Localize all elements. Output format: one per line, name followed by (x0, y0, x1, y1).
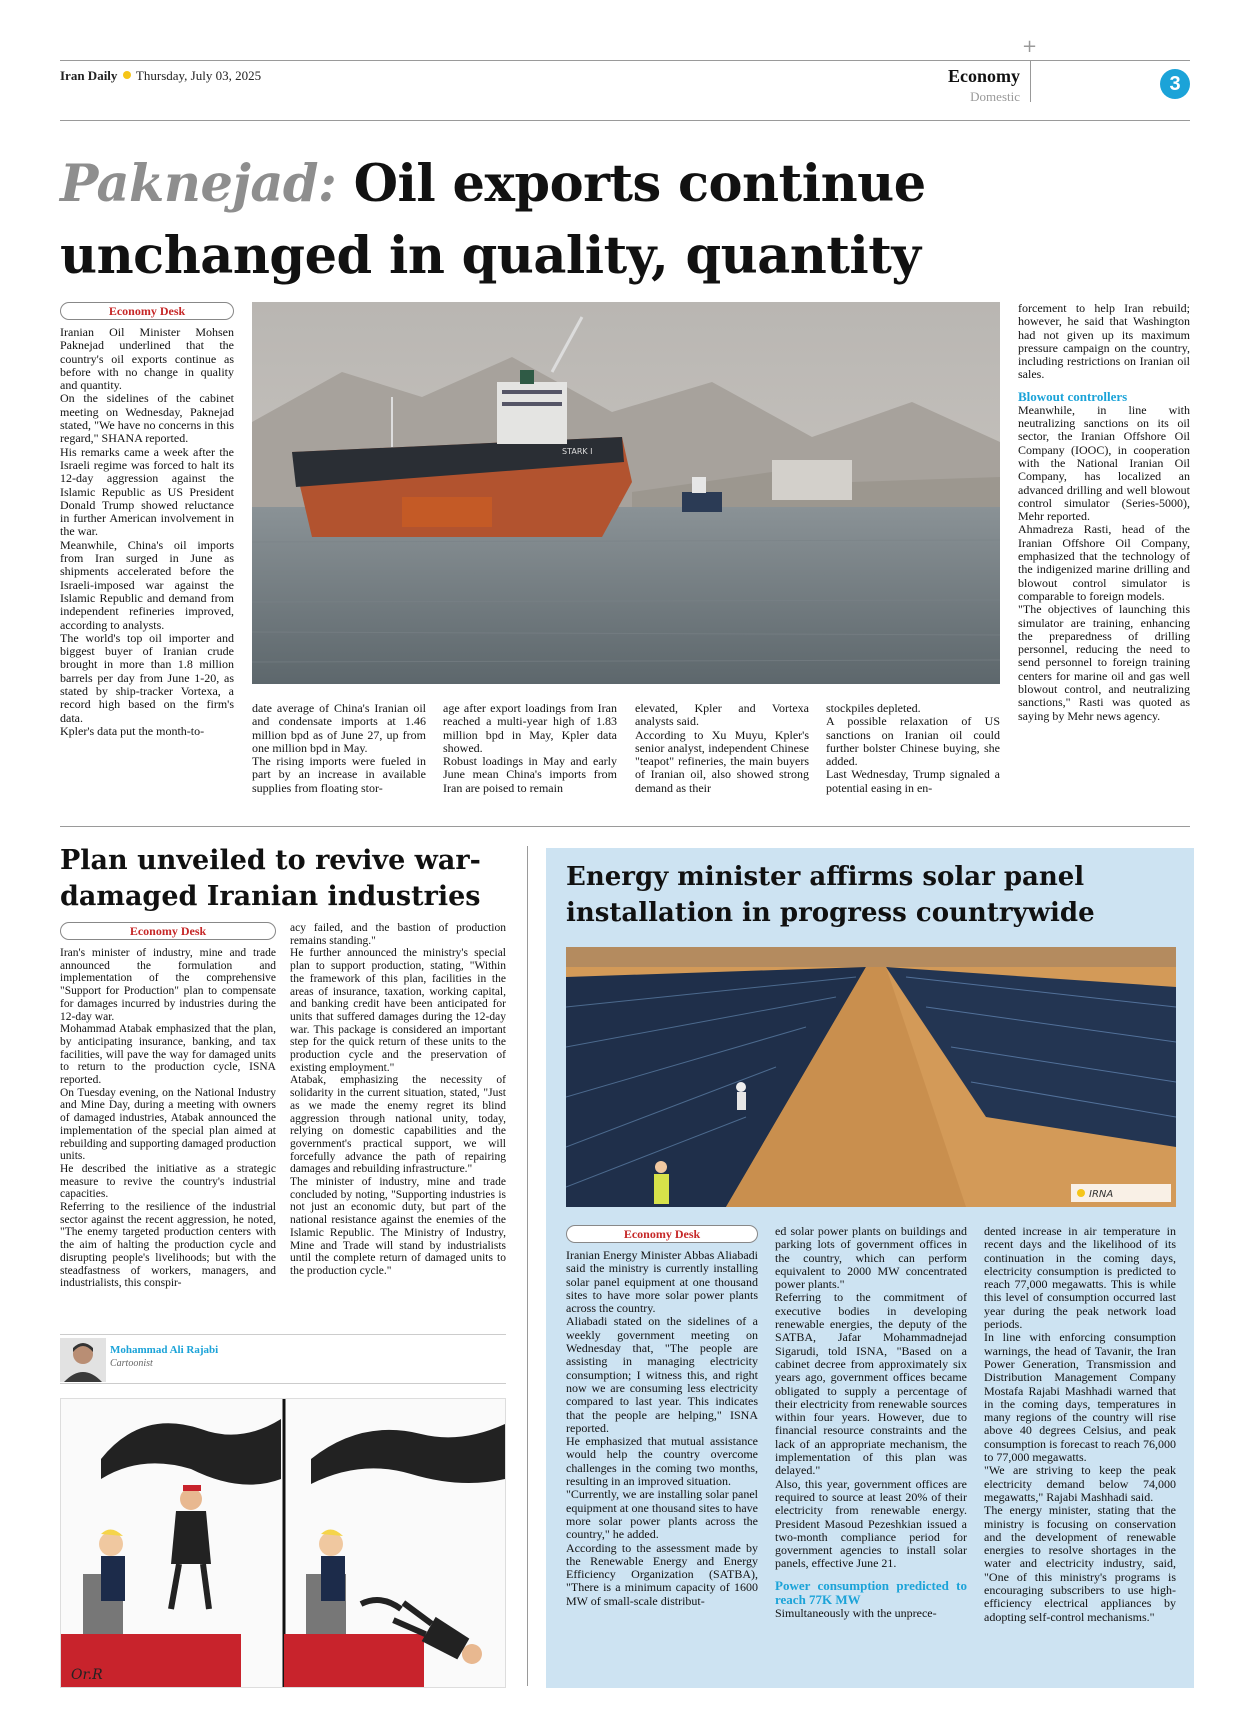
header-divider (1030, 60, 1031, 102)
paragraph: Last Wednesday, Trump signaled a potential easing in en- (826, 767, 1000, 795)
tanker-photo (252, 302, 1000, 684)
paragraph: Iran's minister of industry, mine and trade announced the formulation and implementation of the comprehensive "Support for Production" plan to compensate for damages incurred by industries during the 12-day war. (60, 947, 276, 1023)
solar-column-2 (775, 1225, 967, 1620)
photo-credit: IRNA (1089, 1189, 1114, 1200)
solar-photo (566, 947, 1176, 1207)
blowout-subhead: Blowout controllers (1018, 388, 1128, 404)
paragraph: Iranian Oil Minister Mohsen Paknejad underlined that the country's oil exports continue as before with no change in quality and quantity. (60, 325, 234, 393)
paragraph: The minister of industry, mine and trade concluded by noting, "Supporting industries is not just an economic duty, but part of the national resistance against the enemies of the Islamic Republic. The Ministry of Industry, Mine and Trade will stand by industrialists until the complete return of damaged units to the production cycle." (290, 1176, 506, 1277)
paragraph: He further announced the ministry's special plan to support production, stating, "Within the framework of this plan, facilities in the areas of insurance, taxation, working capital, and banking credit have been anticipated for units that suffered damages during the 12-day war. This package is considered an important step for the quick return of these units to the production cycle and the preservation of existing employment." (290, 947, 506, 1074)
headline-name: Paknejad: (60, 154, 337, 214)
paragraph: dented increase in air temperature in recent days and the likelihood of its continuation in the coming days, electricity consumption is predicted to reach 77,000 megawatts. This is while this level of consumption occurred last year during the peak network load periods. (984, 1224, 1176, 1332)
solar-desk-badge: Economy Desk (566, 1225, 758, 1243)
column-divider (527, 846, 528, 1686)
page-number-badge: 3 (1160, 69, 1190, 99)
section-title: Economy (948, 66, 1020, 86)
paragraph: Meanwhile, China's oil imports from Iran surged in June as shipments accelerated before the Israeli-imposed war against the Islamic Republic and demand from independent refineries improved, according to analysts. (60, 537, 234, 632)
paragraph: Referring to the commitment of executive bodies in developing renewable energies, the deputy of the SATBA, Jafar Mohammadnejad Sigarudi, told ISNA, "Based on a cabinet decree from approximately six years ago, government offices became obligated to supply a percentage of their electricity from renewable sources within four years. However, due to financial resource constraints and the lack of an appropriate mechanism, the implementation of this plan was delayed." (775, 1290, 967, 1478)
cartoonist-avatar-image (60, 1338, 106, 1382)
paragraph: Aliabadi stated on the sidelines of a weekly government meeting on Wednesday that, "The people are assisting in managing electricity consumption; I witness this, and right now we are consuming less electricity compared to last year. This indicates that the people are helping," ISNA reported. (566, 1314, 758, 1435)
paragraph: "The objectives of launching this simulator are training, enhancing the preparedness of drilling personnel, reducing the need to send personnel to foreign training centers for marine oil and gas well blowout control, and neutralizing sanctions," Rasti was quoted as saying by Mehr news agency. (1018, 602, 1190, 723)
paragraph: A possible relaxation of US sanctions on Iranian oil could further bolster Chinese buying, she added. (826, 714, 1000, 769)
paragraph: On the sidelines of the cabinet meeting on Wednesday, Paknejad stated, "We have no concerns in this regard," SHANA reported. (60, 391, 234, 446)
paragraph: Simultaneously with the unprece- (775, 1605, 937, 1620)
paragraph: Mohammad Atabak emphasized that the plan, by anticipating insurance, banking, and tax facilities, will pave the way for damaged units to return to the production cycle, ISNA reported. (60, 1023, 276, 1087)
industry-headline: Plan unveiled to revive war-damaged Iranian industries (60, 845, 481, 912)
lead-column-1 (60, 326, 234, 738)
cartoonist-name: Mohammad Ali Rajabi (110, 1344, 219, 1356)
paragraph: elevated, Kpler and Vortexa analysts said. (635, 701, 809, 729)
crop-mark-icon: + (1022, 36, 1038, 57)
cartoonist-role: Cartoonist (110, 1358, 153, 1369)
paragraph: Referring to the resilience of the industrial sector against the recent aggression, he noted, "The enemy targeted production centers with the aim of halting the production cycle and disrupting people's livelihoods; but with the steadfastness of workers, managers, and industrialists, this conspir- (60, 1201, 276, 1290)
paragraph: On Tuesday evening, on the National Industry and Mine Day, during a meeting with owners of damaged industries, Atabak announced the implementation of the special plan aimed at rebuilding and supporting damaged production units. (60, 1086, 276, 1163)
issue-date: Thursday, July 03, 2025 (135, 68, 262, 83)
paragraph: Meanwhile, in line with neutralizing sanctions on its oil sector, the Iranian Offshore Oil Company (IOOC), in cooperation with the National Iranian Oil Company, has localized an advanced drilling and well blowout control simulator (Series-5000), Mehr reported. (1018, 402, 1190, 524)
paragraph: He emphasized that mutual assistance would help the country overcome challenges in the coming two months, resulting in an improved situation. (566, 1434, 758, 1489)
lead-column-2 (252, 702, 426, 795)
paragraph: Also, this year, government offices are required to source at least 20% of their electricity from renewable energy. President Masoud Pezeshkian issued a two-month compliance period for government agencies to install solar panels, effective June 21. (775, 1476, 967, 1571)
paragraph: According to the assessment made by the Renewable Energy and Energy Efficiency Organization (SATBA), "There is a minimum capacity of 1600 MW of small-scale distribut- (566, 1540, 758, 1608)
subsection-title: Domestic (970, 89, 1020, 104)
lead-column-6 (1018, 302, 1190, 723)
paragraph: forcement to help Iran rebuild; however, he said that Washington had not given up its maximum pressure campaign on the country, including restrictions on Iranian oil sales. (1018, 301, 1190, 382)
paragraph: The rising imports were fueled in part by an increase in available supplies from floating stor- (252, 754, 426, 795)
paragraph: His remarks came a week after the Israeli regime was forced to halt its 12-day aggression against the Islamic Republic as US President Donald Trump showed reluctance in further American involvement in the war. (60, 444, 234, 539)
lead-desk-badge: Economy Desk (60, 302, 234, 320)
lead-column-3 (443, 702, 617, 795)
masthead (60, 36, 1190, 130)
tanker-photo-image (252, 302, 1000, 684)
solar-column-3 (984, 1225, 1176, 1624)
paragraph: stockpiles depleted. (826, 701, 921, 715)
lead-bottom-rule (60, 826, 1190, 827)
paragraph: date average of China's Iranian oil and condensate imports at 1.46 million bpd as of June 27, up from one million bpd in May. (252, 701, 426, 755)
paragraph: ed solar power plants on buildings and parking lots of government offices in the country, which can perform equivalent to 2000 MW concentrated power plants." (775, 1224, 967, 1292)
cartoon-image (60, 1398, 506, 1688)
lead-column-5 (826, 702, 1000, 795)
paragraph: According to Xu Muyu, Kpler's senior analyst, independent Chinese "teapot" refineries, the main buyers of Iranian oil, also showed strong demand as their (635, 727, 809, 795)
industry-column-1 (60, 947, 276, 1290)
paragraph: Kpler's data put the month-to- (60, 723, 205, 738)
accent-dot-icon (123, 71, 131, 79)
solar-photo-image (566, 947, 1176, 1207)
header-bottom-rule (60, 120, 1190, 121)
cartoon-signature: Or.R (71, 1667, 103, 1683)
paragraph: Robust loadings in May and early June mean China's imports from Iran are poised to remain (443, 754, 617, 795)
ship-name-label: STARK I (562, 447, 593, 456)
cartoonist-avatar (60, 1338, 106, 1382)
paragraph: In line with enforcing consumption warnings, the head of Tavanir, the Iran Power Generation, Transmission and Distribution Management Company Mostafa Rajabi Mashhadi warned that in the coming days, temperatures in many regions of the country will rise above 40 degrees Celsius, and peak consumption is forecast to reach 76,000 to 77,000 megawatts. (984, 1330, 1176, 1465)
lead-headline (60, 148, 1180, 292)
headline-text: Oil exports continue unchanged in quality, quantity (60, 154, 926, 286)
industry-desk-badge: Economy Desk (60, 922, 276, 940)
solar-headline: Energy minister affirms solar panel installation in progress countrywide (566, 862, 1095, 928)
cartoon-rule (60, 1334, 506, 1335)
paragraph: Atabak, emphasizing the necessity of solidarity in the current situation, stated, "Just as we made the enemy regret its blind aggression through national unity, today, relying on domestic capabilities and the government's practical support, we will forcefully advance the path of repairing damages and rebuilding infrastructure." (290, 1074, 506, 1176)
solar-column-1 (566, 1249, 758, 1608)
paragraph: acy failed, and the bastion of production remains standing." (290, 922, 506, 947)
industry-column-2 (290, 922, 506, 1278)
lead-column-4 (635, 702, 809, 795)
cartoon-drawing (61, 1399, 506, 1688)
paper-title: Iran Daily (60, 68, 118, 83)
paragraph: The energy minister, stating that the ministry is focusing on conservation and the development of renewable energies to resolve shortages in the water and electricity industry, said, "One of this ministry's programs is encouraging subscribers to use high-efficiency electrical appliances by adopting self-control mechanisms." (984, 1503, 1176, 1624)
paper-name (60, 68, 261, 84)
top-rule (60, 60, 1190, 61)
paragraph: He described the initiative as a strategic measure to revive the country's industrial capacities. (60, 1162, 276, 1201)
power-consumption-subhead: Power consumption predicted to reach 77K MW (775, 1577, 967, 1607)
paragraph: "Currently, we are installing solar panel equipment at one thousand sites to have more solar power plants across the country," he added. (566, 1487, 758, 1542)
paragraph: Ahmadreza Rasti, head of the Iranian Offshore Oil Company, emphasized that the technology of the indigenized marine drilling and blowout control simulator is comparable to foreign models. (1018, 522, 1190, 603)
paragraph: The world's top oil importer and biggest buyer of Iranian crude brought in more than 1.8 million barrels per day from June 1-20, as stated by ship-tracker Vortexa, a record high based on the firm's data. (60, 630, 234, 725)
cartoon-caption-rule (60, 1383, 506, 1384)
paragraph: age after export loadings from Iran reached a multi-year high of 1.83 million bpd in May, Kpler data showed. (443, 701, 617, 755)
paragraph: Iranian Energy Minister Abbas Aliabadi said the ministry is currently installing solar panel equipment at one thousand sites to have more solar power plants across the country. (566, 1248, 758, 1316)
paragraph: "We are striving to keep the peak electricity demand below 74,000 megawatts," Rajabi Mashhadi said. (984, 1463, 1176, 1504)
